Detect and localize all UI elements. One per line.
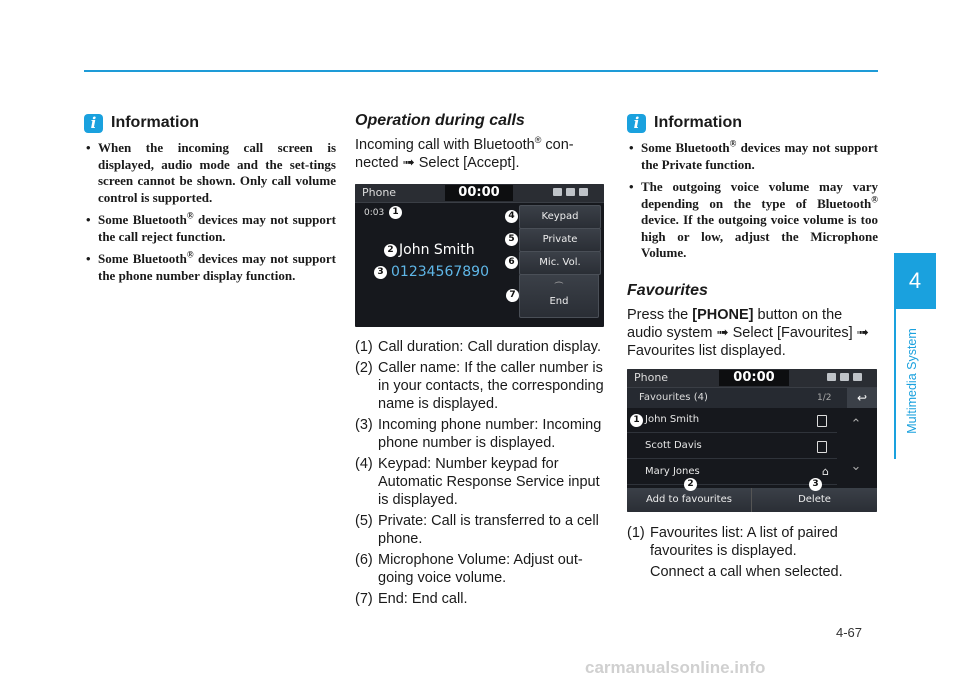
list-header <box>627 388 877 408</box>
badge-1: 1 <box>630 414 643 427</box>
info-title: Information <box>654 114 742 131</box>
screen-title: Phone <box>634 370 669 384</box>
favourites-screen <box>627 369 877 512</box>
back-icon[interactable]: ↩ <box>847 388 877 408</box>
list-item[interactable]: John Smith <box>627 408 837 433</box>
badge-2: 2 <box>684 478 697 491</box>
favourites-intro: Press the [PHONE] button on the audio system ➟ Select [Favourites] ➟ Favourites list displayed. <box>627 306 869 359</box>
clock: 00:00 <box>445 185 513 201</box>
list-item[interactable]: Scott Davis <box>627 434 837 459</box>
badge-5: 5 <box>505 233 518 246</box>
music-icon <box>566 188 575 196</box>
home-icon: ⌂ <box>822 464 829 478</box>
mic-volume-button[interactable]: Mic. Vol. <box>519 251 601 275</box>
list-item: (1) Call duration: Call duration display. <box>355 339 601 355</box>
list-item: (7) End: End call. <box>355 591 468 607</box>
badge-3: 3 <box>809 478 822 491</box>
list-item: (3) Incoming phone number: Incoming phone number is displayed. <box>355 417 602 451</box>
chapter-number: 4 <box>894 253 936 309</box>
list-item: • Some Bluetooth® devices may not support the phone number display function. <box>84 251 336 284</box>
call-screen <box>355 184 604 327</box>
office-icon <box>817 441 827 453</box>
badge-7: 7 <box>506 289 519 302</box>
top-rule <box>84 70 878 72</box>
list-item: (6) Microphone Volume: Adjust out-going voice volume. <box>355 552 583 586</box>
badge-2: 2 <box>384 244 397 257</box>
end-call-icon: ⏜ <box>554 283 564 293</box>
badge-6: 6 <box>505 256 518 269</box>
clock: 00:00 <box>719 370 789 386</box>
badge-4: 4 <box>505 210 518 223</box>
end-call-label: End <box>549 296 569 307</box>
middle-column <box>355 112 605 611</box>
info-icon: i <box>84 114 103 133</box>
status-icons <box>553 188 588 198</box>
status-icons <box>827 373 862 383</box>
info-icon: i <box>627 114 646 133</box>
section-heading: Favourites <box>627 281 708 299</box>
favourites-list <box>627 408 837 486</box>
bluetooth-icon <box>553 188 562 196</box>
favourites-callouts <box>627 524 878 581</box>
badge-1: 1 <box>389 206 402 219</box>
list-item: (1) Favourites list: A list of paired favourites is displayed. Connect a call when selected. <box>627 524 878 581</box>
list-item: • The outgoing voice volume may vary depending on the type of Bluetooth® device. If the outgoing voice volume is too high or low, adjust the Microphone Volume. <box>627 179 878 262</box>
delete-button[interactable]: Delete <box>752 488 877 512</box>
list-item: (4) Keypad: Number keypad for Automatic Response Service input is displayed. <box>355 456 600 508</box>
caller-name: John Smith <box>399 242 475 258</box>
info-header-left <box>84 112 336 134</box>
bluetooth-icon <box>827 373 836 381</box>
watermark: carmanualsonline.info <box>585 658 766 677</box>
list-item: • Some Bluetooth® devices may not support the Private function. <box>627 140 878 173</box>
item-extra: Connect a call when selected. <box>650 563 843 580</box>
signal-icon <box>579 188 588 196</box>
mobile-icon <box>817 415 827 427</box>
list-item[interactable]: Mary Jones ⌂ <box>627 460 837 485</box>
keypad-button[interactable]: Keypad <box>519 205 601 229</box>
status-bar <box>627 369 877 388</box>
screen-title: Phone <box>362 186 397 199</box>
left-column <box>84 112 336 290</box>
right-column <box>627 112 878 584</box>
page-number: 4-67 <box>836 625 863 640</box>
callout-list <box>355 338 605 608</box>
add-to-favourites-button[interactable]: Add to favourites <box>627 488 752 512</box>
section-heading: Operation during calls <box>355 112 525 129</box>
list-item: (2) Caller name: If the caller number is in your contacts, the corresponding name is displayed. <box>355 360 604 412</box>
status-bar <box>355 184 604 203</box>
list-item: • When the incoming call screen is displayed, audio mode and the set-tings screen cannot be shown. Only call volume control is supported. <box>84 140 336 206</box>
chapter-label: Multimedia System <box>905 328 919 434</box>
scroll-down-icon[interactable]: ⌄ <box>850 458 862 474</box>
info-title: Information <box>111 114 199 131</box>
info-list-right <box>627 140 878 262</box>
call-duration: 0:03 <box>364 208 385 218</box>
scroll-up-icon[interactable]: ⌃ <box>850 416 862 432</box>
badge-3: 3 <box>374 266 387 279</box>
signal-icon <box>853 373 862 381</box>
caller-number: 01234567890 <box>391 264 489 280</box>
info-header-right <box>627 112 878 134</box>
list-item: (5) Private: Call is transferred to a cell phone. <box>355 513 599 547</box>
page-indicator: 1/2 <box>817 392 832 403</box>
list-item: • Some Bluetooth® devices may not support the call reject function. <box>84 212 336 245</box>
list-title: Favourites (4) <box>639 391 708 403</box>
intro-text: Incoming call with Bluetooth® con-nected ➟ Select [Accept]. <box>355 135 574 171</box>
music-icon <box>840 373 849 381</box>
info-list-left <box>84 140 336 284</box>
end-call-button[interactable] <box>519 274 599 318</box>
private-button[interactable]: Private <box>519 228 601 252</box>
